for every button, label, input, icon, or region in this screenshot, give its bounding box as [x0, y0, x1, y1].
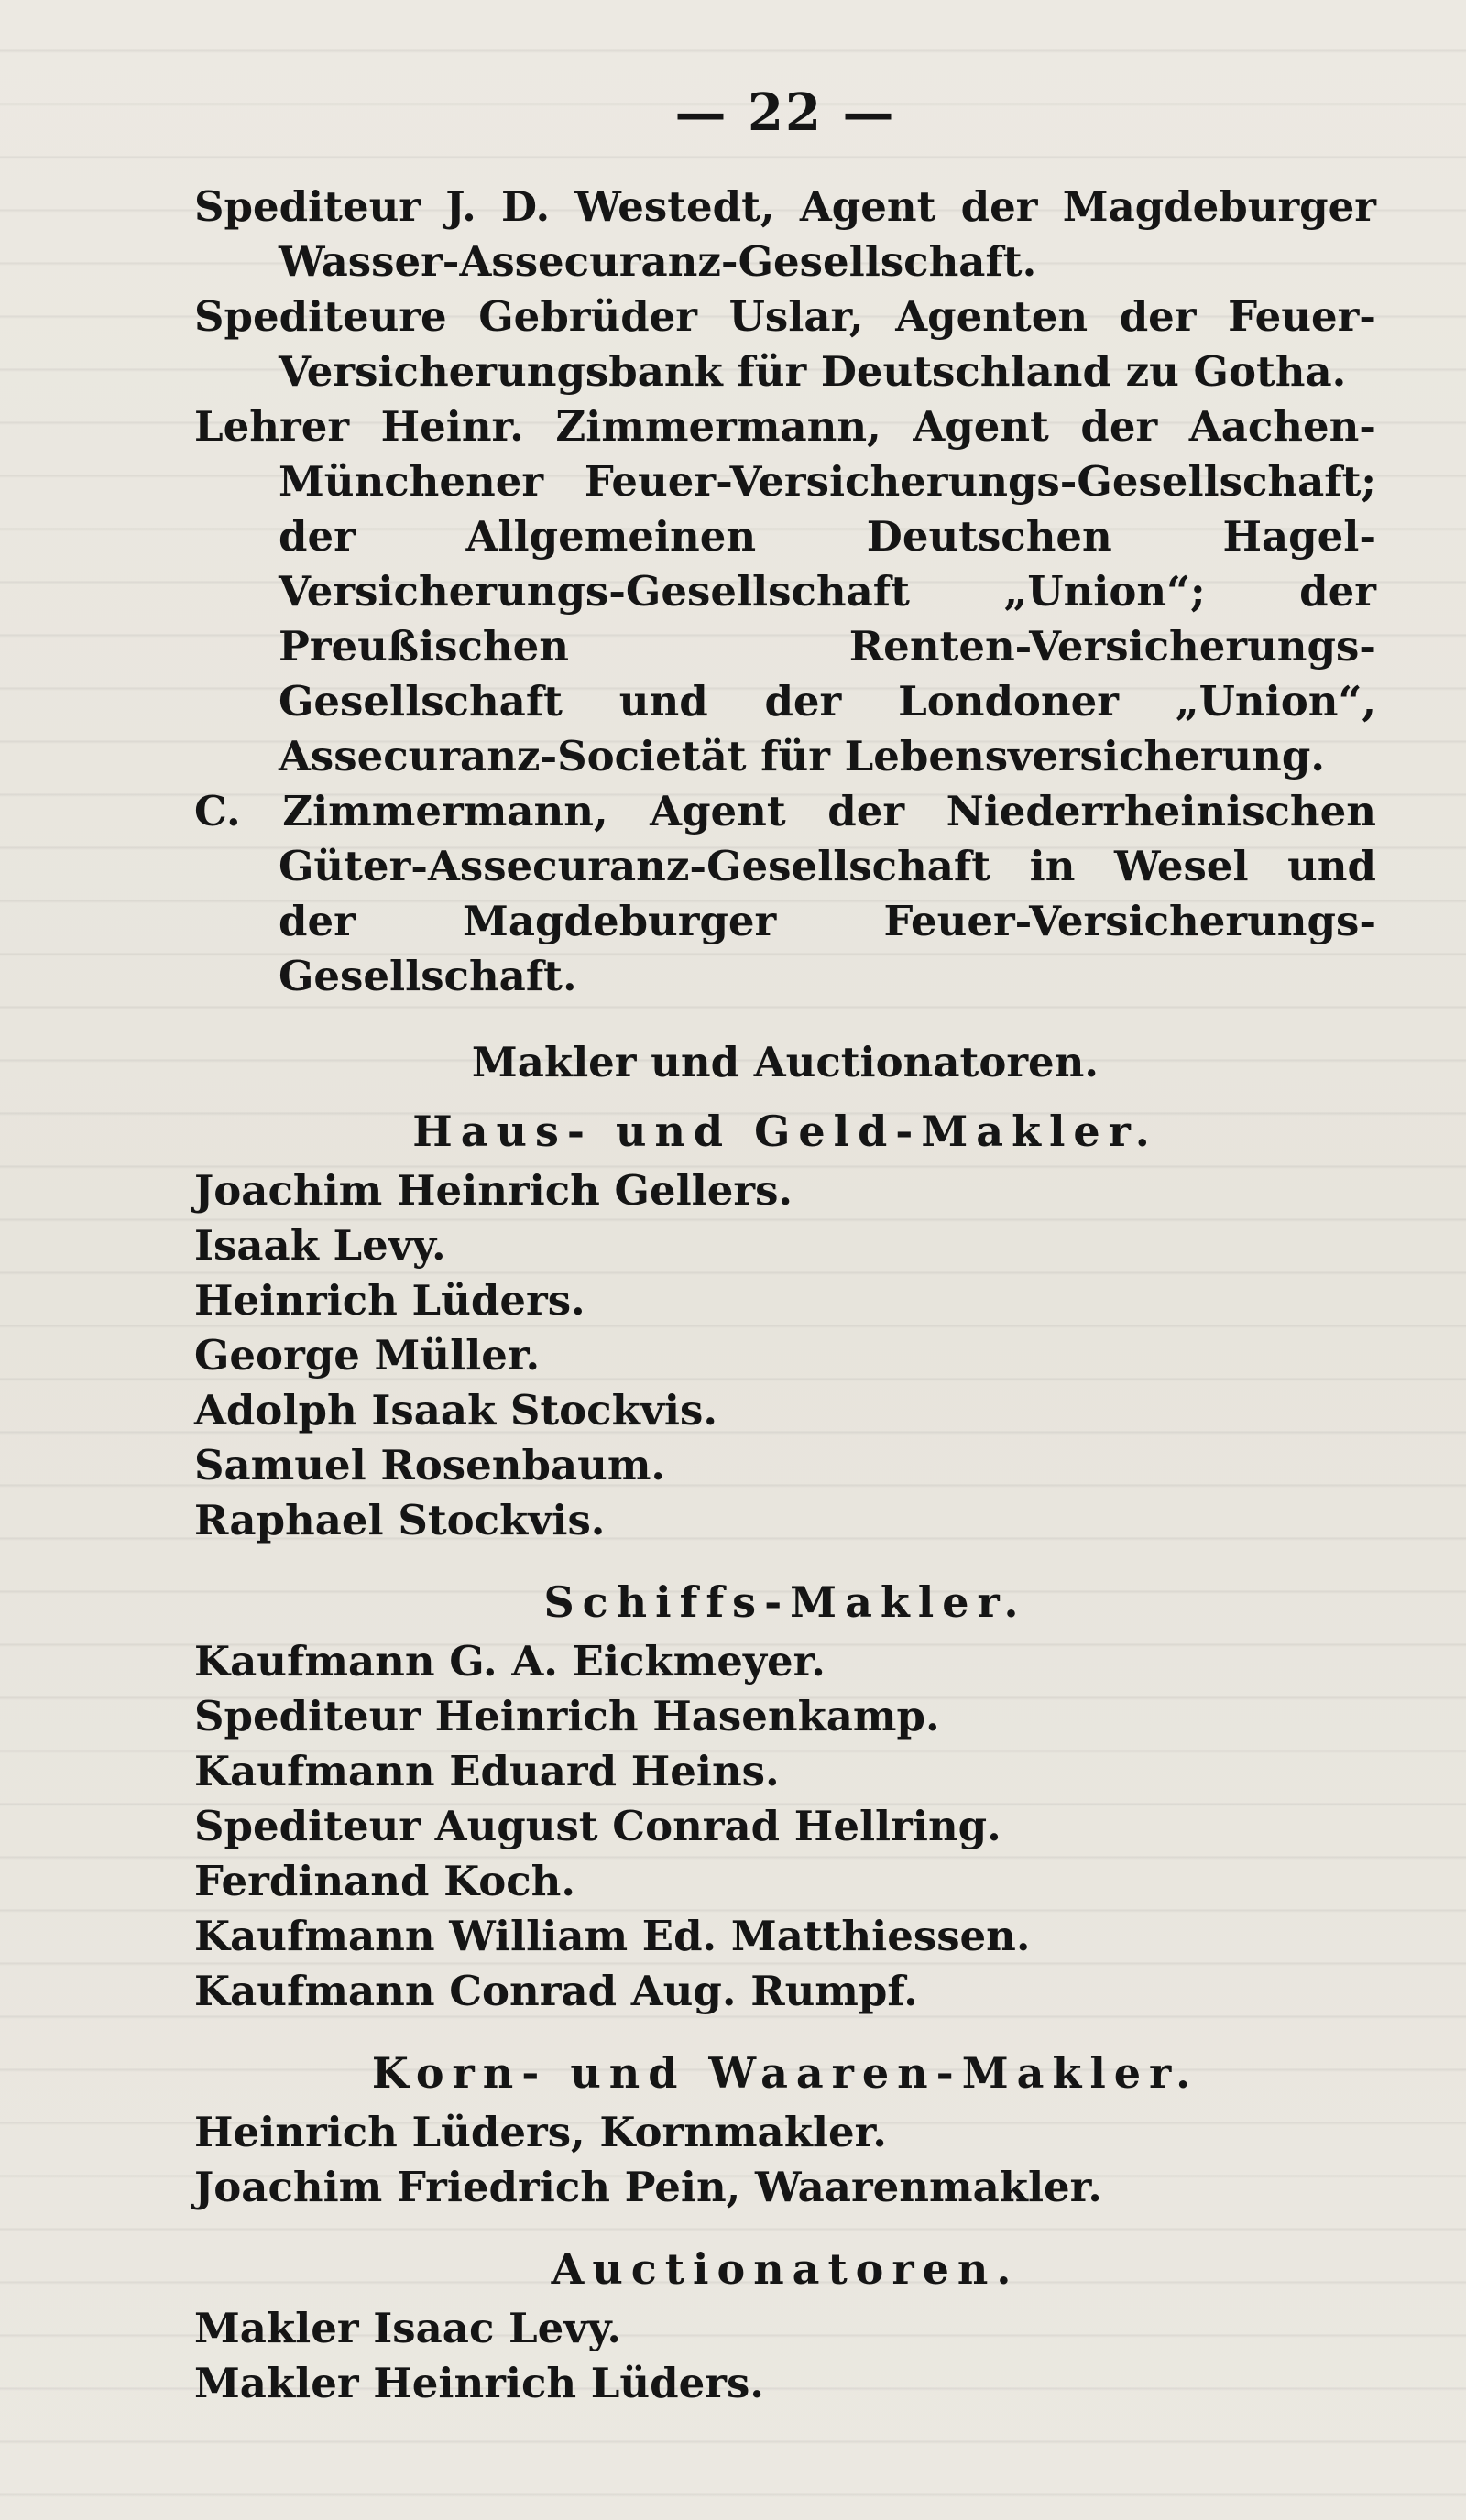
broker-name: Heinrich Lüders.: [194, 1276, 585, 1325]
goods-broker-name: Heinrich Lüders, Kornmakler.: [194, 2108, 887, 2156]
agent-entry-heinr-zimmermann: Lehrer Heinr. Zimmermann, Agent der Aachen-Münchener Feuer-Versicherungs-Gesellschaft; der Allgemeinen Deutschen Hagel-Versicherungs-Gesellschaft „Union“; der Preußischen Renten-Versicherungs-Gesellschaft und der Londoner „Union“, Assecuranz-Societät für Lebensversicherung.: [194, 402, 1376, 780]
section-heading: Makler und Auctionatoren.: [471, 1038, 1100, 1086]
auctionatoren-heading: Auctionatoren.: [551, 2244, 1020, 2294]
ship-broker-name: Spediteur August Conrad Hellring.: [194, 1802, 1001, 1850]
ship-broker-name: Kaufmann Conrad Aug. Rumpf.: [194, 1967, 918, 2015]
agent-entry-westedt: Spediteur J. D. Westedt, Agent der Magdeburger Wasser-Assecuranz-Gesellschaft.: [194, 182, 1376, 286]
broker-name: Samuel Rosenbaum.: [194, 1441, 666, 1489]
agent-entry-uslar: Spediteure Gebrüder Uslar, Agenten der Feuer-Versicherungsbank für Deutschland zu Gotha.: [194, 292, 1376, 396]
broker-name: George Müller.: [194, 1331, 541, 1380]
broker-name: Joachim Heinrich Gellers.: [194, 1166, 793, 1215]
broker-name: Adolph Isaak Stockvis.: [194, 1386, 718, 1435]
schiffs-makler-heading: Schiffs-Makler.: [543, 1577, 1027, 1627]
goods-broker-name: Joachim Friedrich Pein, Waarenmakler.: [194, 2163, 1102, 2211]
ship-broker-name: Kaufmann Eduard Heins.: [194, 1747, 780, 1795]
ship-broker-name: Kaufmann William Ed. Matthiessen.: [194, 1912, 1031, 1960]
agent-entry-c-zimmermann: C. Zimmermann, Agent der Niederrheinischen Güter-Assecuranz-Gesellschaft in Wesel und der Magdeburger Feuer-Versicherungs-Gesellschaft.: [194, 787, 1376, 1000]
auctioneer-name: Makler Heinrich Lüders.: [194, 2359, 764, 2407]
page-content: [194, 81, 1376, 2411]
ship-broker-name: Spediteur Heinrich Hasenkamp.: [194, 1692, 940, 1740]
ship-broker-name: Ferdinand Koch.: [194, 1857, 576, 1905]
auctioneer-name: Makler Isaac Levy.: [194, 2304, 622, 2352]
haus-geld-makler-heading: Haus- und Geld-Makler.: [412, 1107, 1158, 1156]
ship-broker-name: Kaufmann G. A. Eickmeyer.: [194, 1637, 826, 1685]
korn-waaren-makler-heading: Korn- und Waaren-Makler.: [371, 2048, 1199, 2098]
broker-name: Raphael Stockvis.: [194, 1496, 606, 1544]
broker-name: Isaak Levy.: [194, 1221, 446, 1270]
page-number: — 22 —: [674, 82, 896, 143]
